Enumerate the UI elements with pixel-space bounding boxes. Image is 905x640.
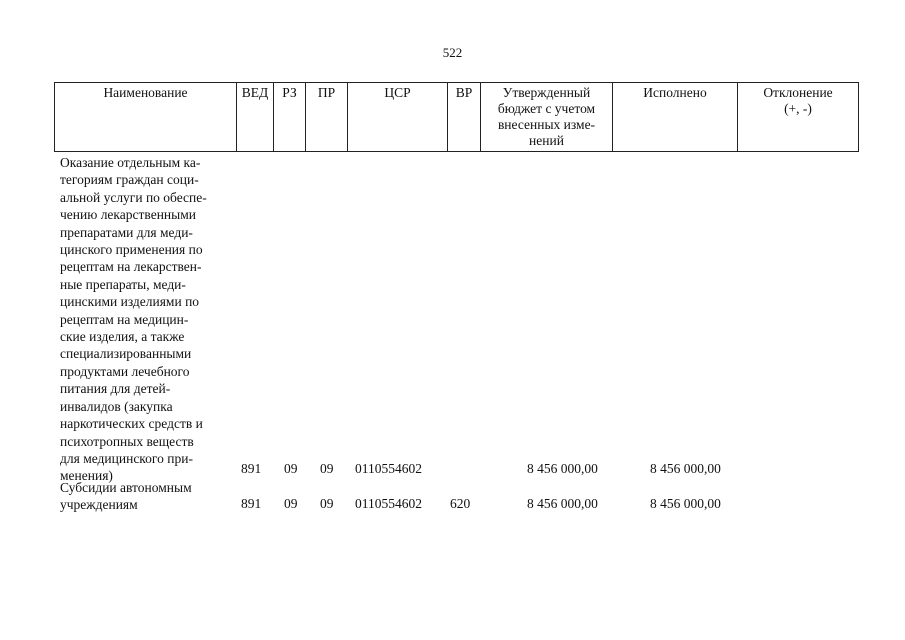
row-csr: 0110554602 [355,461,422,476]
header-name: Наименование [54,82,236,152]
header-deviation: Отклонение (+, -) [737,82,859,152]
header-rz: РЗ [273,82,305,152]
row-name: Оказание отдельным ка- тегориям граждан соци- альной услуги по обеспе- чению лекарственными препаратами для меди- цинского применения по рецептам на лекарствен- ные препараты, меди- цинскими изделиями по рецептам на медицин- ские изделия, а также специализированными продуктами лечебного питания для детей- инвалидов (закупка наркотических средств и психотропных веществ для медицинского при- менения) [60,155,207,484]
row-budget: 8 456 000,00 [527,461,598,476]
header-executed: Исполнено [612,82,737,152]
page-number: 522 [442,45,463,60]
header-vr: ВР [447,82,480,152]
header-pr: ПР [305,82,347,152]
row-name: Субсидии автономным учреждениям [60,480,192,513]
row-executed: 8 456 000,00 [650,496,721,511]
row-rz: 09 [284,496,298,511]
row-executed: 8 456 000,00 [650,461,721,476]
row-csr: 0110554602 [355,496,422,511]
row-vr: 620 [450,496,471,511]
row-pr: 09 [320,461,334,476]
header-budget: Утвержденный бюджет с учетом внесенных изме- нений [480,82,612,152]
row-budget: 8 456 000,00 [527,496,598,511]
header-ved: ВЕД [236,82,273,152]
table-header [54,82,859,152]
row-ved: 891 [241,461,262,476]
header-csr: ЦСР [347,82,447,152]
row-ved: 891 [241,496,262,511]
row-pr: 09 [320,496,334,511]
row-rz: 09 [284,461,298,476]
